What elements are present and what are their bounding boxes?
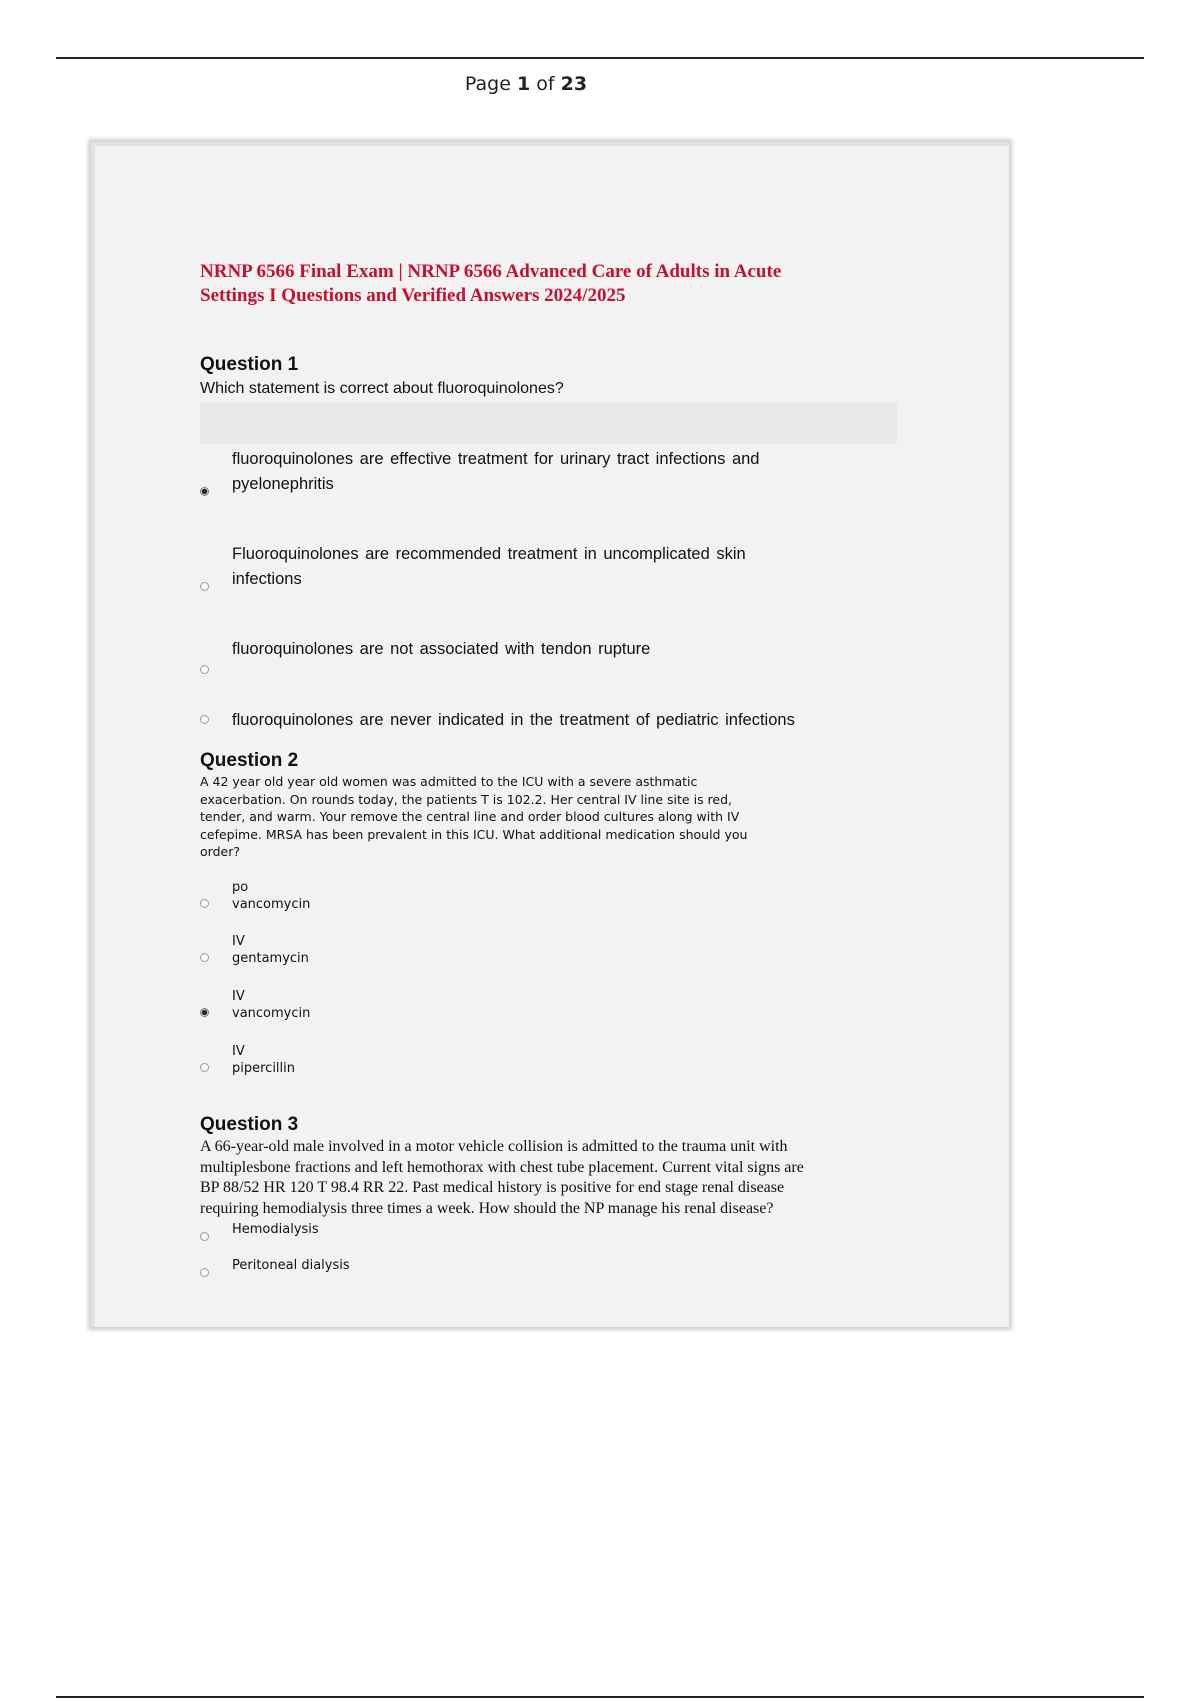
question-1-text: Which statement is correct about fluoroquinolones? [200,380,564,397]
q2-option-2-label[interactable]: IV gentamycin [232,934,309,966]
q1-option-1-radio[interactable] [200,487,209,496]
answer-bar [200,402,897,444]
page-number: Page 1 of 23 [464,73,588,95]
question-3-text: A 66-year-old male involved in a motor vehicle collision is admitted to the trauma unit with multiplesbone fractions and left hemothorax with chest tube placement. Current vital signs are BP 88/52 HR 120 T 98.4 RR 22. Past medical history is positive for end stage renal disease requiring hemodialysis three times a week. How should the NP manage his renal disease? [200,1138,804,1217]
q1-option-1-label[interactable]: fluoroquinolones are effective treatment for urinary tract infections and pyelonephritis [232,450,760,493]
header-rule [56,57,1144,59]
question-3-heading: Question 3 [200,1114,299,1135]
q2-option-1-radio[interactable] [200,899,209,908]
q1-option-2-radio[interactable] [200,582,209,591]
q2-option-1-label[interactable]: po vancomycin [232,880,311,912]
q3-option-1-label[interactable]: Hemodialysis [232,1222,319,1237]
q2-option-4-radio[interactable] [200,1063,209,1072]
q1-option-4-radio[interactable] [200,715,209,724]
q1-option-2-label[interactable]: Fluoroquinolones are recommended treatment in uncomplicated skin infections [232,545,746,588]
q3-option-2-radio[interactable] [200,1268,209,1277]
question-2-heading: Question 2 [200,750,299,771]
q2-option-2-radio[interactable] [200,953,209,962]
q2-option-4-label[interactable]: IV pipercillin [232,1044,296,1076]
question-2-text: A 42 year old year old women was admitted to the ICU with a severe asthmatic exacerbation. On rounds today, the patients T is 102.2. Her central IV line site is red, tender, and warm. Your remove the central line and order blood cultures along with IV cefepime. MRSA has been prevalent in this ICU. What additional medication should you order? [200,774,748,859]
q1-option-3-radio[interactable] [200,665,209,674]
document-title: NRNP 6566 Final Exam | NRNP 6566 Advanced Care of Adults in Acute Settings I Questions and Verified Answers 2024/2025 [200,261,782,306]
question-1-heading: Question 1 [200,354,299,375]
q3-option-2-label[interactable]: Peritoneal dialysis [232,1258,350,1273]
q2-option-3-radio[interactable] [200,1008,209,1017]
q1-option-3-label[interactable]: fluoroquinolones are not associated with tendon rupture [232,640,651,658]
q3-option-1-radio[interactable] [200,1232,209,1241]
q2-option-3-label[interactable]: IV vancomycin [232,989,311,1021]
q1-option-4-label[interactable]: fluoroquinolones are never indicated in the treatment of pediatric infections [232,711,795,729]
footer-rule [56,1696,1144,1698]
